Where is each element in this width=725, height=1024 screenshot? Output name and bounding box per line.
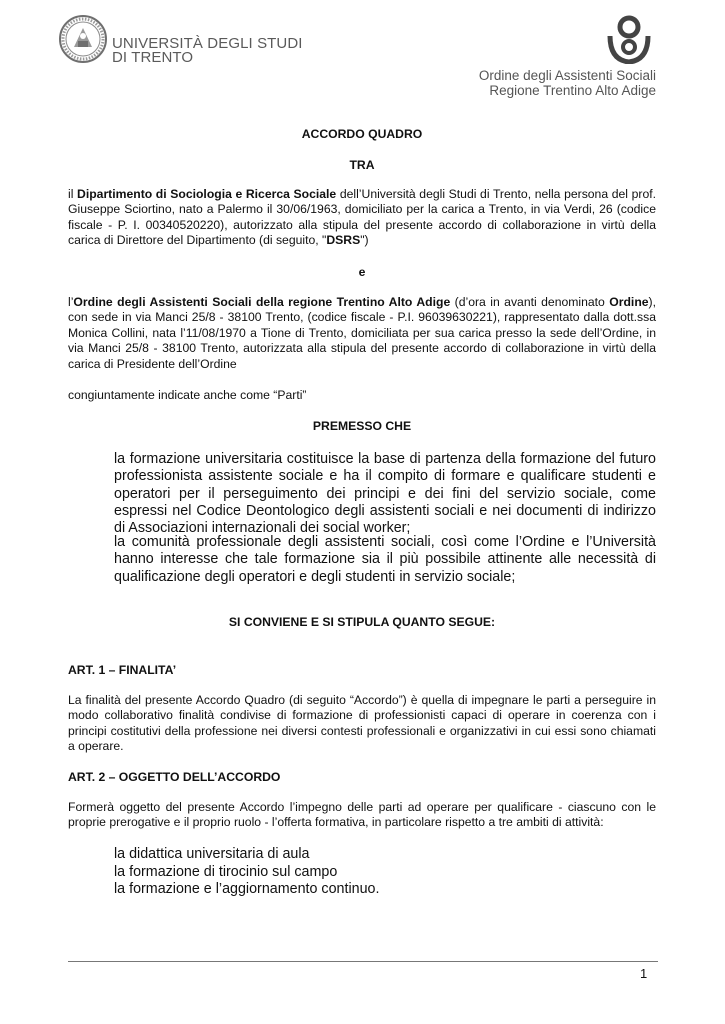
art2-heading: ART. 2 – OGGETTO DELL’ACCORDO [68, 770, 281, 784]
page-number: 1 [640, 966, 648, 981]
university-name-line2: DI TRENTO [112, 49, 194, 66]
party2-abbr: Ordine [609, 295, 649, 309]
university-logo [58, 14, 303, 70]
party1-name: Dipartimento di Sociologia e Ricerca Sociale [77, 187, 337, 201]
list-item: la formazione di tirocinio sul campo [114, 863, 338, 880]
list-item: la formazione e l’aggiornamento continuo. [114, 881, 380, 897]
premessa-2: la comunità professionale degli assistenti sociali, così come l’Ordine e l’Università hanno interesse che tale formazione sia il più possibile attinente alle necessità di qualificazione degli operatori e degli studenti in servizio sociale; [114, 534, 656, 585]
party2-name: Ordine degli Assistenti Sociali della regione Trentino Alto Adige [73, 295, 451, 309]
art1-paragraph: La finalità del presente Accordo Quadro (di seguito “Accordo”) è quella di impegnare le parti a perseguire in modo collaborativo finalità condivise di formazione di professionisti capaci di operare in coerenza con i principi costitutivi della professione nei diversi contesti professionali e organizzativi in cui essi sono chiamati a operare. [68, 693, 656, 754]
premesso-heading: PREMESSO CHE [312, 419, 412, 433]
art2-paragraph: Formerà oggetto del presente Accordo l’impegno delle parti ad operare per qualificare - ciascuno con le proprie prerogative e il proprio ruolo - l’offerta formativa, in particolare rispetto a tre ambiti di attività: [68, 800, 656, 830]
list-item: la didattica universitaria di aula [114, 846, 310, 862]
e-heading: e [358, 265, 366, 279]
art2-list [114, 846, 379, 899]
footer-divider [68, 961, 658, 962]
party1-abbr: DSRS [326, 233, 361, 248]
document-title: ACCORDO QUADRO [301, 127, 423, 141]
si-conviene-heading: SI CONVIENE E SI STIPULA QUANTO SEGUE: [228, 615, 496, 629]
university-name-line1: UNIVERSITÀ DEGLI STUDI [112, 35, 303, 52]
premessa-1: la formazione universitaria costituisce la base di partenza della formazione del futuro professionista assistente sociale e ha il compito di formare e qualificare studenti e operatori per il perseguimento dei principi e dei fini del servizio sociale, come espressi nel Codice Deontologico degli assistenti sociali e nei documenti di indirizzo di Associazioni internazionali dei social worker; [114, 451, 656, 537]
org-name-line2: Regione Trentino Alto Adige [489, 83, 656, 98]
party1-paragraph: il Dipartimento di Sociologia e Ricerca Sociale dell’Università degli Studi di Trento, nella persona del prof. Giuseppe Sciortino, nato a Palermo il 30/06/1963, domiciliato per la carica a Trento, in via Verdi, 26 (codice fiscale - P. I. 00340520220), autorizzato alla stipula del presente accordo di collaborazione in virtù della carica di Direttore del Dipartimento (di seguito, "DSRS") [68, 187, 656, 248]
org-name-line1: Ordine degli Assistenti Sociali [478, 68, 656, 83]
tra-heading: TRA [349, 158, 375, 172]
parti-paragraph: congiuntamente indicate anche come “Parti” [68, 388, 307, 402]
party2-paragraph: l’Ordine degli Assistenti Sociali della regione Trentino Alto Adige (d’ora in avanti denominato Ordine), con sede in via Manci 25/8 - 38100 Trento, (codice fiscale - P.I. 96039630221), rappresentato dalla dott.ssa Monica Collini, nata l’11/08/1970 a Tione di Trento, domiciliata per sua carica presso la sede dell’Ordine, in via Manci 25/8 - 38100 Trento, autorizzata alla stipula del presente accordo di collaborazione in virtù della carica di Presidente dell’Ordine [68, 295, 656, 371]
assistenti-sociali-logo-icon [606, 14, 652, 64]
art1-heading: ART. 1 – FINALITA’ [68, 663, 177, 677]
university-seal-icon [58, 14, 108, 64]
